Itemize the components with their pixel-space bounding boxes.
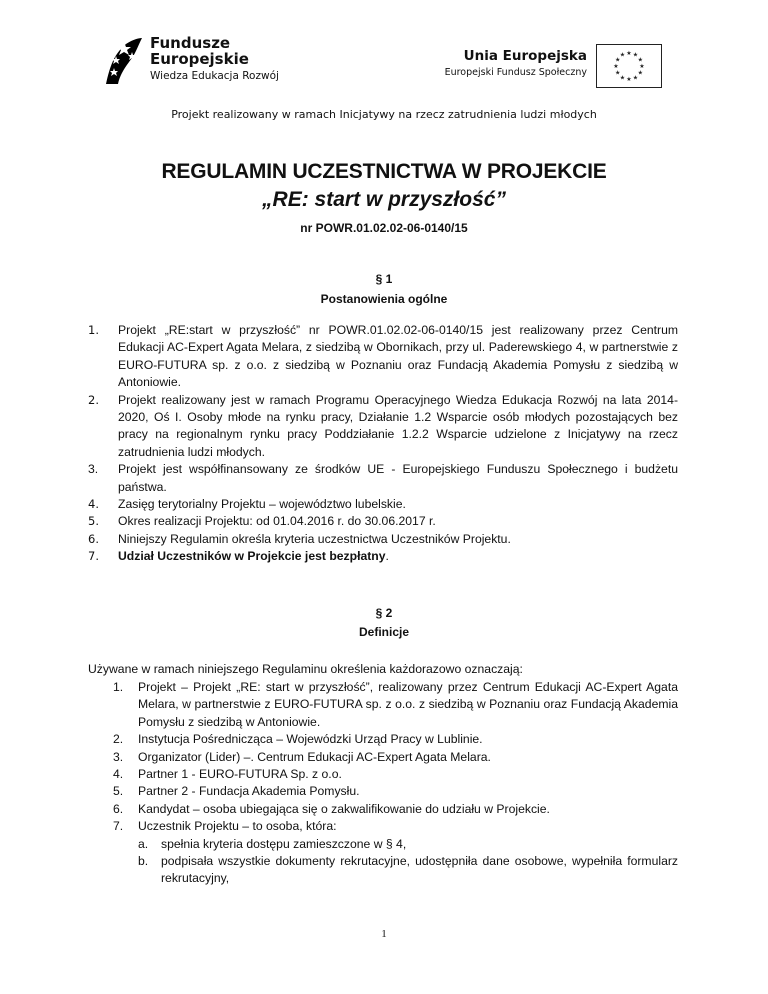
list-item-text: Projekt jest współfinansowany ze środków UE - Europejskiego Funduszu Społecznego i budżetu państwa.	[118, 462, 678, 494]
section2-title: Definicje	[358, 625, 409, 639]
list-item-text: Uczestnik Projektu – to osoba, która:	[138, 819, 337, 834]
list-item	[113, 679, 678, 731]
document-number: nr POWR.01.02.02-06-0140/15	[300, 221, 468, 235]
list-item-text: Organizator (Lider) –. Centrum Edukacji AC-Expert Agata Melara.	[138, 749, 491, 764]
list-item-text: Zasięg terytorialny Projektu – województwo lubelskie.	[118, 497, 406, 512]
eu-star-icon: ★	[632, 51, 639, 59]
list-item-bold-text: Udział Uczestników w Projekcie jest bezpłatny	[118, 549, 386, 564]
list-item-number: 1.	[113, 680, 124, 694]
eu-star-icon: ★	[626, 76, 632, 83]
eu-star-icon: ★	[637, 69, 643, 77]
sublist-item-text: spełnia kryteria dostępu zamieszczone w § 4,	[161, 836, 407, 851]
section2-list	[113, 679, 678, 888]
list-item-number: 7.	[113, 819, 124, 834]
ue-logo-line1: Unia Europejska	[463, 48, 587, 64]
eu-star-icon: ★	[632, 74, 639, 82]
section1-title: Postanowienia ogólne	[320, 292, 448, 306]
eu-star-icon: ★	[619, 51, 626, 59]
eu-star-icon: ★	[615, 56, 621, 64]
list-item-number: 2.	[88, 392, 99, 407]
sublist-item-letter: a.	[138, 836, 149, 851]
eu-star-icon: ★	[637, 56, 643, 64]
unia-europejska-logo	[432, 44, 662, 88]
list-item	[113, 766, 678, 783]
section2-sublist	[138, 836, 678, 888]
list-item-number: 1.	[88, 323, 99, 337]
list-item	[88, 461, 678, 496]
list-item	[88, 513, 678, 530]
list-item-text: Projekt realizowany jest w ramach Programu Operacyjnego Wiedza Edukacja Rozwój na lata 2014-2020, Oś I. Osoby młode na rynku pracy, Działanie 1.2 Wsparcie osób młodych pozostających bez pracy na regionalnym rynku pracy Poddziałanie 1.2.2 Wsparcie udzielone z Inicjatywy na rzecz zatrudnienia ludzi młodych.	[118, 392, 678, 459]
section2-intro: Używane w ramach niniejszego Regulaminu określenia każdorazowo oznaczają:	[88, 662, 523, 676]
list-item-number: 6.	[88, 531, 99, 546]
list-item	[88, 392, 678, 462]
project-note: Projekt realizowany w ramach Inicjatywy na rzecz zatrudnienia ludzi młodych	[171, 108, 597, 121]
list-item	[113, 783, 678, 800]
list-item	[88, 531, 678, 548]
section1-list	[88, 322, 678, 566]
fundusze-europejskie-emblem-icon	[104, 36, 144, 86]
list-item-number: 5.	[113, 784, 124, 799]
list-item	[113, 749, 678, 766]
list-item	[88, 548, 678, 565]
list-item-text: Niniejszy Regulamin określa kryteria uczestnictwa Uczestników Projektu.	[118, 531, 511, 546]
fe-logo-line2: Europejskie	[150, 50, 249, 68]
list-item-number: 3.	[113, 749, 124, 764]
eu-flag-icon	[596, 44, 662, 88]
list-item	[113, 818, 678, 835]
list-item	[113, 731, 678, 748]
list-item-text: Okres realizacji Projektu: od 01.04.2016 r. do 30.06.2017 r.	[118, 514, 436, 529]
list-item-number: 4.	[88, 497, 99, 512]
list-item-number: 5.	[88, 514, 99, 529]
list-item	[113, 801, 678, 818]
page-number: 1	[381, 928, 387, 940]
eu-star-icon: ★	[639, 63, 645, 70]
list-item-number: 2.	[113, 732, 124, 747]
list-item-text: Partner 1 - EURO-FUTURA Sp. z o.o.	[138, 767, 342, 782]
list-item-text: Projekt „RE:start w przyszłość” nr POWR.01.02.02-06-0140/15 jest realizowany przez Centrum Edukacji AC-Expert Agata Melara, z siedzibą w Obornikach, przy ul. Paderewskiego 4, w partnerstwie z EURO-FUTURA sp. z o.o. z siedzibą w Poznaniu oraz Fundacją Akademia Pomysłu z siedzibą w Antoniowie.	[118, 323, 678, 390]
list-item-text: Partner 2 - Fundacja Akademia Pomysłu.	[138, 784, 360, 799]
list-item-text-tail: .	[385, 549, 389, 564]
list-item-text: Projekt – Projekt „RE: start w przyszłość”, realizowany przez Centrum Edukacji AC-Expert Agata Melara, w partnerstwie z EURO-FUTURA sp. z o.o. z siedzibą w Poznaniu oraz Fundacją Akademia Pomysłu z siedzibą w Antoniowie.	[138, 680, 678, 729]
list-item-number: 3.	[88, 462, 99, 477]
sublist-item-text: podpisała wszystkie dokumenty rekrutacyjne, udostępniła dane osobowe, wypełniła formularz rekrutacyjny,	[161, 854, 678, 886]
list-item-text: Instytucja Pośrednicząca – Wojewódzki Urząd Pracy w Lublinie.	[138, 732, 483, 747]
list-item	[88, 322, 678, 392]
list-item-text: Kandydat – osoba ubiegająca się o zakwalifikowanie do udziału w Projekcie.	[138, 801, 550, 816]
eu-star-icon: ★	[619, 74, 626, 82]
fe-logo-line3: Wiedza Edukacja Rozwój	[150, 70, 279, 82]
list-item	[88, 496, 678, 513]
section2-symbol: § 2	[375, 606, 393, 620]
sublist-item	[138, 853, 678, 888]
document-title: REGULAMIN UCZESTNICTWA W PROJEKCIE	[161, 160, 607, 183]
ue-logo-line2: Europejski Fundusz Społeczny	[444, 67, 587, 78]
document-subtitle: „RE: start w przyszłość”	[262, 188, 506, 211]
eu-star-icon: ★	[613, 63, 619, 70]
fe-logo-line1: Fundusze	[150, 34, 231, 52]
eu-star-icon: ★	[626, 50, 632, 57]
list-item-number: 4.	[113, 767, 124, 782]
fundusze-europejskie-logo	[104, 36, 304, 86]
list-item-number: 7.	[88, 549, 99, 564]
sublist-item-letter: b.	[138, 854, 149, 869]
list-item-number: 6.	[113, 801, 124, 816]
eu-star-icon: ★	[615, 69, 621, 77]
section1-symbol: § 1	[375, 272, 393, 286]
sublist-item	[138, 836, 678, 853]
